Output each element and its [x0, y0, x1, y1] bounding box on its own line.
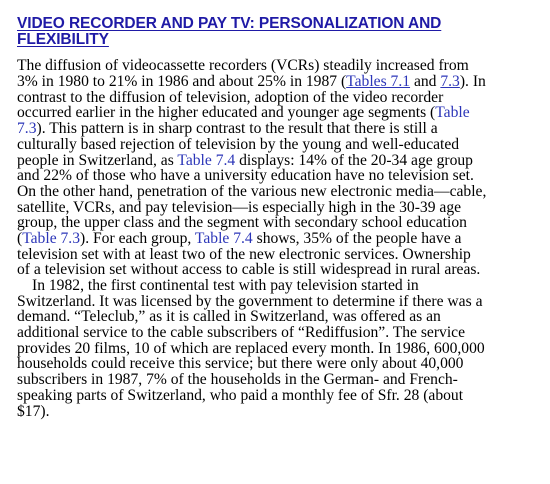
- text-line: [17, 74, 533, 90]
- text-line: households could receive this service; but there were only about 40,000: [17, 355, 464, 373]
- text-line: demand. “Teleclub,” as it is called in Switzerland, was offered as an: [17, 308, 441, 326]
- text-line: [17, 105, 533, 121]
- paragraph-pay-television: [17, 278, 533, 419]
- link-tables-7-1[interactable]: Tables 7.1: [346, 73, 411, 91]
- text-run: and: [410, 73, 441, 91]
- text-line: provides 20 films, 10 of which are replaced every month. In 1986, 600,000: [17, 339, 485, 357]
- text-line: speaking parts of Switzerland, who paid a monthly fee of Sfr. 28 (about: [17, 386, 464, 404]
- text-line: television set with at least two of the new electronic services. Ownership: [17, 245, 471, 263]
- link-table-7-4[interactable]: Table 7.4: [177, 151, 236, 169]
- text-line: additional service to the cable subscribers of “Rediffusion”. The service: [17, 324, 466, 342]
- text-run: ). For each group,: [80, 229, 195, 247]
- text-line: satellite, VCRs, and pay television—is especially high in the 30-39 age: [17, 198, 462, 216]
- link-table-7-3-part2[interactable]: 7.3: [17, 120, 37, 138]
- text-line: subscribers in 1987, 7% of the households in the German- and French-: [17, 371, 458, 389]
- link-table-7-4[interactable]: Table 7.4: [194, 229, 253, 247]
- text-run: displays: 14% of the 20-34 age group: [235, 151, 473, 169]
- link-table-7-3[interactable]: Table 7.3: [22, 229, 81, 247]
- text-run: people in Switzerland, as: [17, 151, 178, 169]
- text-run: 3% in 1980 to 21% in 1986 and about 25% in 1987 (: [17, 73, 347, 91]
- text-line: On the other hand, penetration of the various new electronic media—cable,: [17, 182, 487, 200]
- text-line: $17).: [17, 402, 50, 420]
- text-run: (: [17, 229, 23, 247]
- text-line: Switzerland. It was licensed by the government to determine if there was a: [17, 292, 483, 310]
- section-heading: [17, 14, 533, 48]
- text-line: The diffusion of videocassette recorders (VCRs) steadily increased from: [17, 57, 469, 75]
- heading-line-2: FLEXIBILITY: [17, 30, 109, 48]
- text-line: culturally based rejection of television by the young and well-educated: [17, 135, 460, 153]
- text-line: group, the upper class and the segment with secondary school education: [17, 214, 467, 232]
- text-run: shows, 35% of the people have a: [252, 229, 462, 247]
- text-line: and 22% of those who have a university education have no television set.: [17, 167, 474, 185]
- text-line: In 1982, the first continental test with pay television started in: [32, 277, 419, 294]
- text-line: [17, 231, 533, 247]
- text-line: [17, 153, 533, 169]
- text-line: contrast to the diffusion of television, adoption of the video recorder: [17, 88, 444, 106]
- text-line: [17, 121, 533, 137]
- text-line: of a television set without access to cable is still widespread in rural areas.: [17, 261, 481, 279]
- heading-line-1: VIDEO RECORDER AND PAY TV: PERSONALIZATION AND: [17, 15, 442, 32]
- link-table-7-3-part1[interactable]: Table: [435, 104, 470, 122]
- document-page: [17, 14, 533, 419]
- text-run: ). This pattern is in sharp contrast to the result that there is still a: [36, 120, 438, 138]
- text-run: occurred earlier in the higher educated and younger age segments (: [17, 104, 436, 122]
- link-table-7-3[interactable]: 7.3: [440, 73, 460, 91]
- paragraph-vcr-diffusion: [17, 58, 533, 278]
- text-run: ). In: [459, 73, 486, 91]
